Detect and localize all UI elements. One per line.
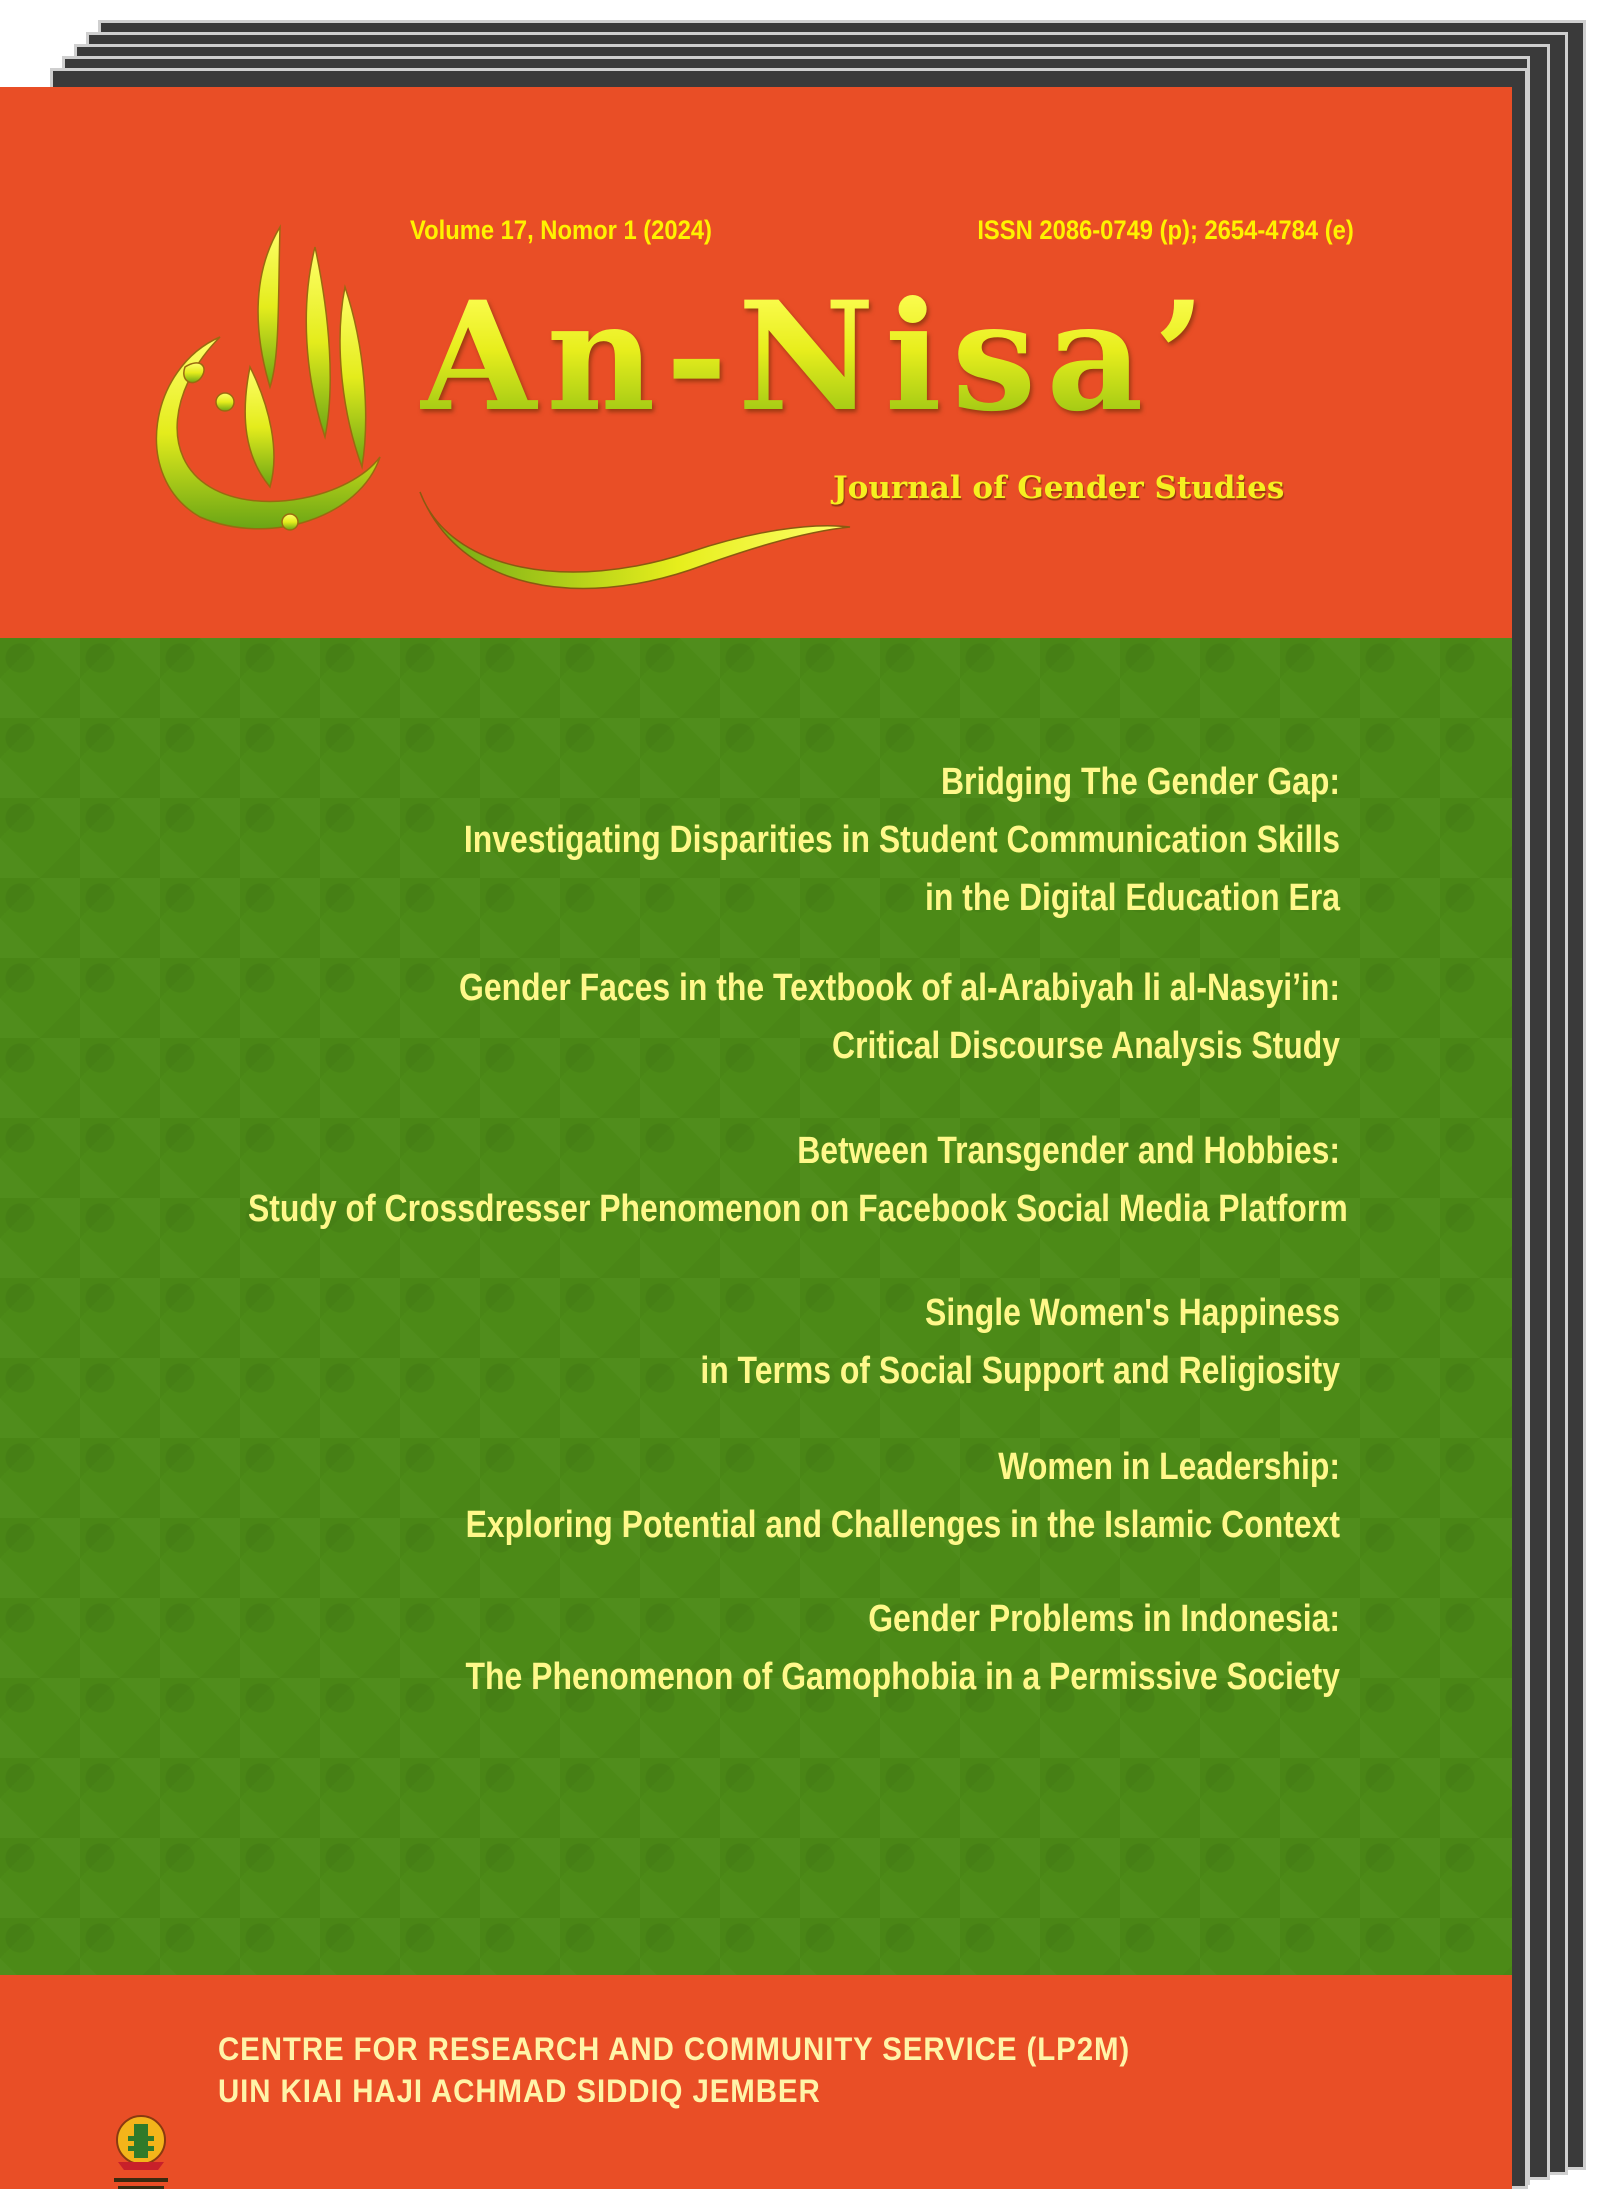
article-title-line: Gender Problems in Indonesia: — [868, 1598, 1340, 1640]
article-entry — [40, 1284, 1340, 1400]
title-swoosh-decoration — [410, 482, 860, 602]
arabic-calligraphy-logo — [130, 217, 400, 557]
journal-title: An-Nisa’ — [420, 269, 1216, 445]
article-title-line: Bridging The Gender Gap: — [940, 761, 1340, 803]
article-title-line: Women in Leadership: — [998, 1446, 1340, 1488]
journal-subtitle: Journal of Gender Studies — [833, 470, 1285, 506]
publisher-line-1: CENTRE FOR RESEARCH AND COMMUNITY SERVICE (LP2M) — [218, 2031, 1131, 2067]
publisher-line-2: UIN KIAI HAJI ACHMAD SIDDIQ JEMBER — [218, 2073, 821, 2109]
article-title-line: Gender Faces in the Textbook of al-Arabiyah li al-Nasyi’in: — [459, 967, 1340, 1009]
university-logo — [108, 2110, 174, 2189]
article-title-line: in Terms of Social Support and Religiosity — [700, 1350, 1340, 1392]
article-title-line: Critical Discourse Analysis Study — [832, 1025, 1340, 1067]
article-title-line: Exploring Potential and Challenges in the Islamic Context — [465, 1504, 1340, 1546]
article-entry — [40, 753, 1340, 927]
article-title-line: Study of Crossdresser Phenomenon on Facebook Social Media Platform — [248, 1188, 1348, 1230]
article-entry — [40, 959, 1340, 1075]
article-title-line: Between Transgender and Hobbies: — [797, 1130, 1340, 1172]
issn-label: ISSN 2086-0749 (p); 2654-4784 (e) — [977, 215, 1354, 245]
article-title-line: The Phenomenon of Gamophobia in a Permissive Society — [465, 1656, 1340, 1698]
article-title-line: Single Women's Happiness — [925, 1292, 1340, 1334]
article-entry — [40, 1122, 1348, 1238]
article-entry — [40, 1590, 1340, 1706]
volume-label: Volume 17, Nomor 1 (2024) — [410, 215, 712, 245]
article-title-line: Investigating Disparities in Student Communication Skills — [463, 819, 1340, 861]
article-title-line: in the Digital Education Era — [924, 877, 1340, 919]
article-entry — [40, 1438, 1340, 1554]
journal-cover — [0, 87, 1512, 2189]
